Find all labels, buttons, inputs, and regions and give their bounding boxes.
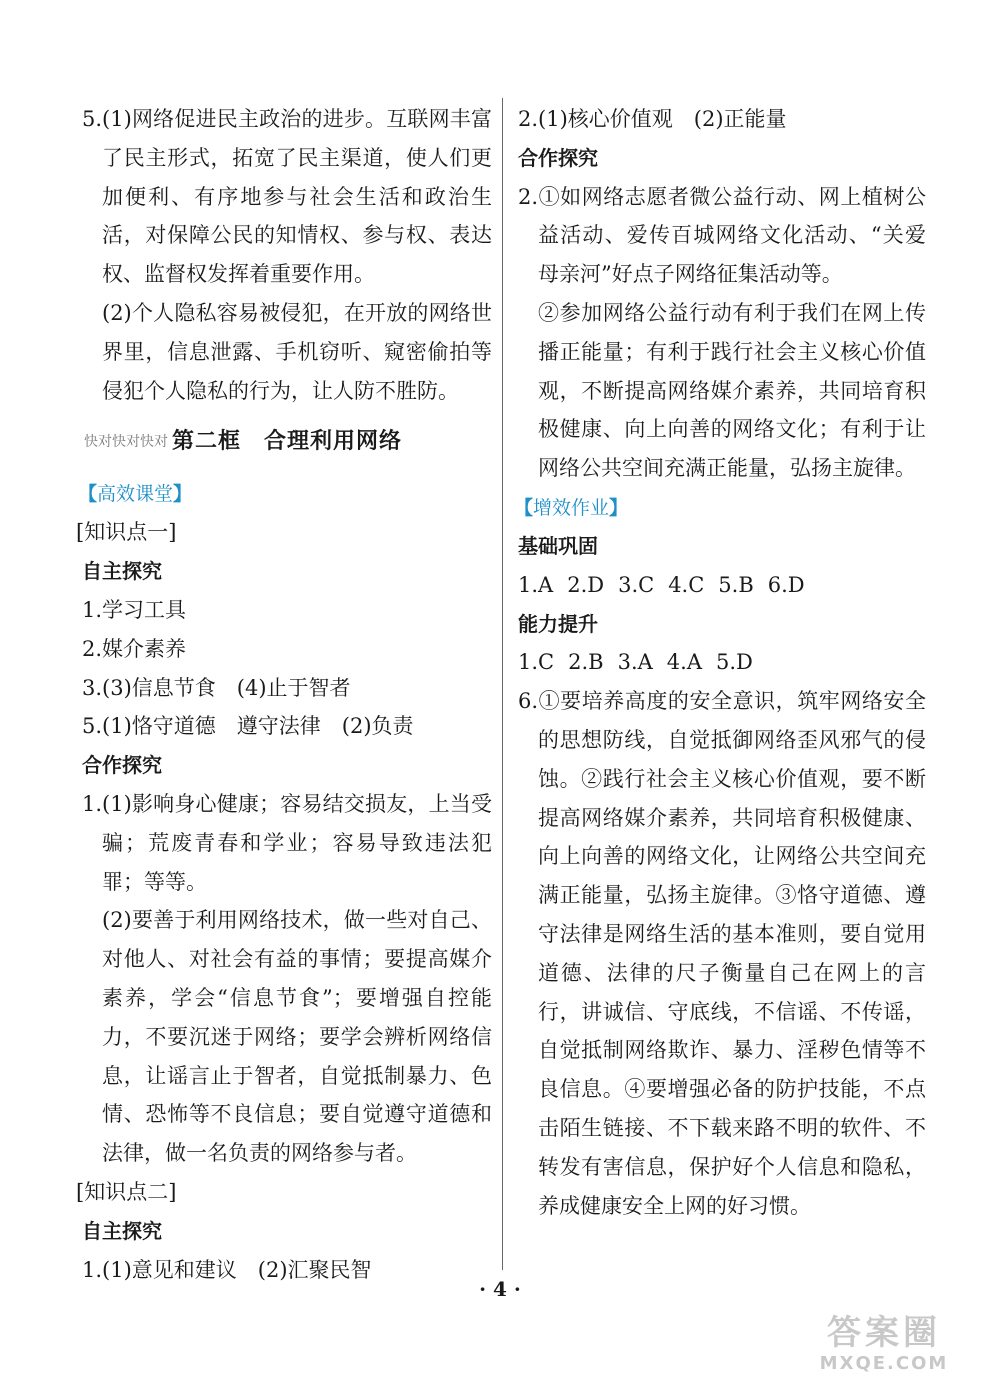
watermark-text: 快对快对快对 [84, 434, 168, 451]
zz1-item-4: 5.(1)恪守道德 遵守法律 (2)负责 [82, 714, 414, 739]
tag-gaoxiao: 【高效课堂】 [78, 483, 193, 506]
left-column [76, 100, 492, 1289]
hz1-part1: 1.(1)影响身心健康；容易结交损友，上当受骗；荒废青春和学业；容易导致违法犯罪；等等。 [82, 791, 492, 894]
tag-zengxiao: 【增效作业】 [514, 496, 629, 519]
heading-nengli: 能力提升 [518, 611, 598, 636]
zz2-item-1: 1.(1)意见和建议 (2)汇聚民智 [82, 1257, 372, 1282]
hz2-part1: 2.①如网络志愿者微公益行动、网上植树公益活动、爱传百城网络文化活动、“关爱母亲河”好点子网络征集活动等。 [518, 184, 926, 287]
hz2-part2: ②参加网络公益行动有利于我们在网上传播正能量；有利于践行社会主义核心价值观，不断提高网络媒介素养，共同培育积极健康、向上向善的网络文化；有利于让网络公共空间充满正能量，弘扬主旋律。 [538, 300, 926, 481]
answer-item: 4.C [668, 572, 705, 597]
knowledge-point-1: [知识点一] [76, 520, 177, 545]
watermark-logo [794, 1313, 974, 1379]
section-title-text: 第二框 合理利用网络 [171, 429, 402, 455]
heading-zizhu-1: 自主探究 [82, 559, 162, 584]
tag-zengxiao-label: 增效作业 [533, 496, 610, 519]
logo-line2: MXQE.COM [819, 1353, 949, 1374]
q5-part1: 5.(1)网络促进民主政治的进步。互联网丰富了民主形式，拓宽了民主渠道，使人们更加便利、有序地参与社会生活和政治生活，对保障公民的知情权、参与权、表达权、监督权发挥着重要作用。 [82, 107, 492, 287]
heading-hezuo-2: 合作探究 [518, 145, 598, 170]
section-title [82, 410, 492, 474]
answer-item: 3.C [618, 572, 655, 597]
q5-part2: (2)个人隐私容易被侵犯，在开放的网络世界里，信息泄露、手机窃听、窥密偷拍等侵犯个人隐私的行为，让人防不胜防。 [102, 300, 492, 403]
answer-item: 5.B [718, 572, 754, 597]
logo-line1: 答案圈 [827, 1313, 941, 1353]
answer-item: 5.D [715, 650, 753, 675]
jichu-answers [518, 566, 926, 605]
knowledge-point-2: [知识点二] [76, 1179, 177, 1204]
answer-item: 4.A [666, 650, 702, 675]
heading-zizhu-2: 自主探究 [82, 1218, 162, 1243]
nengli-answers [518, 643, 926, 682]
heading-jichu: 基础巩固 [518, 533, 598, 558]
right-column [514, 100, 926, 1225]
hz1-part2: (2)要善于利用网络技术，做一些对自己、对他人、对社会有益的事情；要提高媒介素养，学会“信息节食”；要增强自控能力，不要沉迷于网络；要学会辨析网络信息，让谣言止于智者，自觉抵制暴力、色情、恐怖等不良信息；要自觉遵守道德和法律，做一名负责的网络参与者。 [102, 908, 492, 1166]
answer-item: 3.A [617, 650, 653, 675]
answer-item: 2.D [567, 572, 605, 597]
answer-item: 1.C [518, 650, 555, 675]
answer-item: 1.A [518, 572, 554, 597]
tag-gaoxiao-label: 高效课堂 [97, 483, 174, 506]
q6-answer: 6.①要培养高度的安全意识，筑牢网络安全的思想防线，自觉抵御网络歪风邪气的侵蚀。②践行社会主义核心价值观，要不断提高网络媒介素养，共同培育积极健康、向上向善的网络文化，让网络公共空间充满正能量，弘扬主旋律。③恪守道德、遵守法律是网络生活的基本准则，要自觉用道德、法律的尺子衡量自己在网上的言行，讲诚信、守底线，不信谣、不传谣，自觉抵制网络欺诈、暴力、淫秽色情等不良信息。④要增强必备的防护技能，不点击陌生链接、不下载来路不明的软件、不转发有害信息，保护好个人信息和隐私，养成健康安全上网的好习惯。 [518, 689, 926, 1218]
zz1-item-3: 3.(3)信息节食 (4)止于智者 [82, 675, 351, 700]
page-number: · 4 · [479, 1277, 521, 1301]
answer-item: 6.D [767, 572, 805, 597]
zz1-item-2: 2.媒介素养 [82, 636, 187, 661]
answer-item: 2.B [568, 650, 604, 675]
column-divider [502, 98, 503, 1270]
heading-hezuo-1: 合作探究 [82, 753, 162, 778]
zz1-item-1: 1.学习工具 [82, 597, 187, 622]
zz2-item-2: 2.(1)核心价值观 (2)正能量 [518, 107, 787, 131]
